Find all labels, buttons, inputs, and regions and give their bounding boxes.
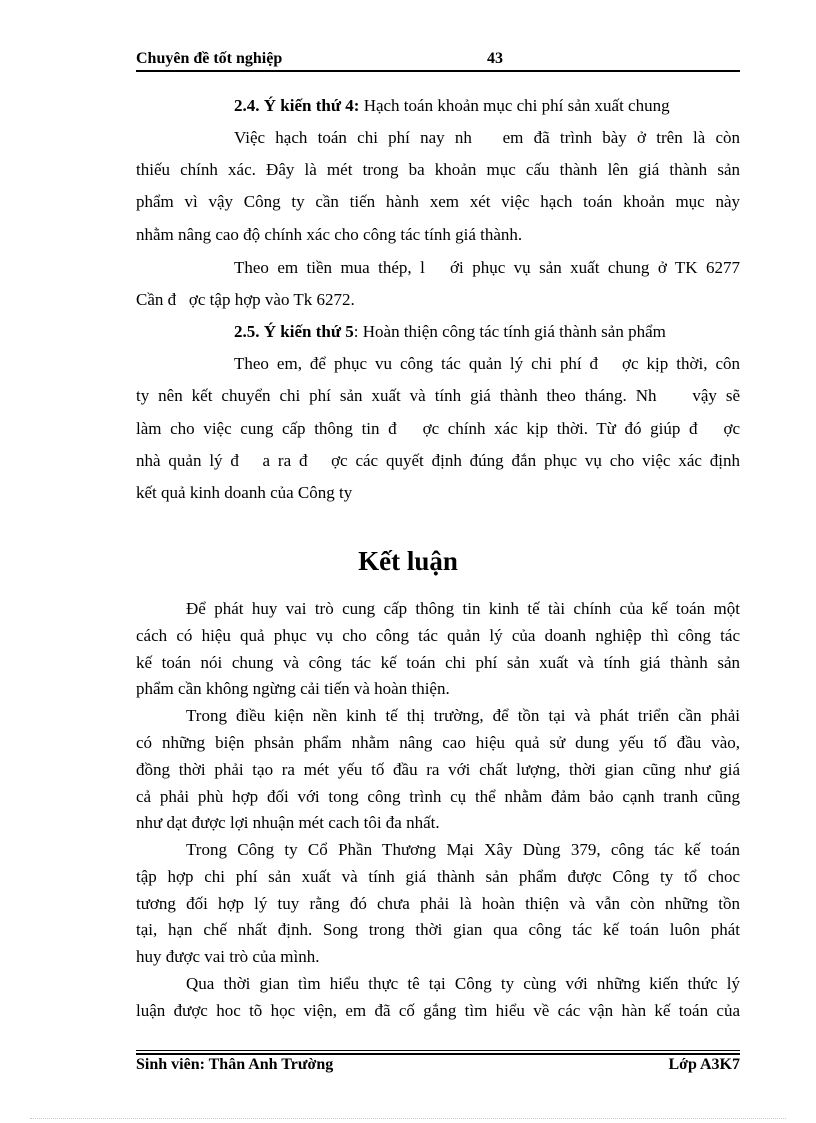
section-2-4-label: 2.4. Ý kiến thứ 4: xyxy=(234,96,360,115)
paragraph-line: nhà quản lý đ a ra đ ợc các quyết định đúng đắn phục vụ cho việc xác định xyxy=(136,451,740,470)
student-name: Sinh viên: Thân Anh Trường xyxy=(136,1056,334,1073)
paragraph-line: cả phải phù hợp đối với tong công trình cụ thể nhằm đảm bảo cạnh tranh cũng xyxy=(136,787,740,806)
paragraph-line: kế toán nói chung và công tác kế toán chi phí sản xuất và tính giá thành sản xyxy=(136,653,740,672)
paragraph-line: phẩm cần không ngừng cải tiến và hoàn thiện. xyxy=(136,679,450,698)
section-2-4-title: Hạch toán khoản mục chi phí sản xuất chung xyxy=(359,96,670,115)
paragraph-line: Việc hạch toán chi phí nay nh em đã trình bày ở trên là còn xyxy=(234,128,740,147)
paragraph-line: ty nên kết chuyển chi phí sản xuất và tính giá thành theo tháng. Nh vậy sẽ xyxy=(136,386,740,405)
paragraph-line: Theo em tiền mua thép, l ới phục vụ sản xuất chung ở TK 6277 xyxy=(234,258,740,277)
paragraph-line: Theo em, để phục vu công tác quản lý chi phí đ ợc kịp thời, côn xyxy=(234,354,740,373)
section-2-5-heading xyxy=(234,321,666,343)
page-header xyxy=(136,50,740,70)
paragraph-line: thiếu chính xác. Đây là mét trong ba khoản mục cấu thành lên giá thành sản xyxy=(136,160,740,179)
document-title: Chuyên đề tốt nghiệp xyxy=(136,50,283,67)
footer-rule xyxy=(136,1050,740,1051)
paragraph-line: Để phát huy vai trò cung cấp thông tin kinh tế tài chính của kế toán một xyxy=(186,599,740,618)
page-boundary xyxy=(30,1118,786,1119)
section-2-4-heading xyxy=(234,95,670,117)
paragraph-line: đồng thời phải tạo ra mét yếu tố đầu ra với chất lượng, thời gian cũng như giá xyxy=(136,760,740,779)
paragraph-line: Trong Công ty Cổ Phần Thương Mại Xây Dùng 379, công tác kế toán xyxy=(186,840,740,859)
paragraph-line: như dạt được lợi nhuận mét cach tôi đa nhất. xyxy=(136,813,440,832)
paragraph-line: tại, hạn chế nhất định. Song trong thời gian qua công tác kế toán luôn phát xyxy=(136,920,740,939)
section-2-5-label: 2.5. Ý kiến thứ 5 xyxy=(234,322,354,341)
paragraph-line: kết quả kinh doanh của Công ty xyxy=(136,483,353,502)
page-number: 43 xyxy=(487,50,503,67)
page-footer xyxy=(136,1056,740,1078)
paragraph-line: tương đối hợp lý tuy rằng đó chưa phải là hoàn thiện và vẫn còn những tồn xyxy=(136,894,740,913)
section-2-5-title: : Hoàn thiện công tác tính giá thành sản phẩm xyxy=(353,322,666,341)
paragraph-line: luận được hoc tõ học viện, em đã cố gắng tìm hiểu về các vận hàn kế toán của xyxy=(136,1001,740,1020)
class-code: Lớp A3K7 xyxy=(668,1056,740,1073)
paragraph-line: phẩm vì vậy Công ty cần tiến hành xem xét việc hạch toán khoản mục này xyxy=(136,192,740,211)
paragraph-line: có những biện phsản phẩm nhằm nâng cao hiệu quả sử dung yếu tố đầu vào, xyxy=(136,733,740,752)
header-rule xyxy=(136,70,740,72)
conclusion-heading: Kết luận xyxy=(358,546,458,576)
paragraph-line: huy được vai trò của mình. xyxy=(136,947,320,966)
paragraph-line: nhằm nâng cao độ chính xác cho công tác tính giá thành. xyxy=(136,225,523,244)
paragraph-line: Cần đ ợc tập hợp vào Tk 6272. xyxy=(136,290,355,309)
paragraph-line: làm cho việc cung cấp thông tin đ ợc chính xác kịp thời. Từ đó giúp đ ợc xyxy=(136,419,740,438)
paragraph-line: Trong điều kiện nền kinh tế thị trường, để tồn tại và phát triển cần phải xyxy=(186,706,740,725)
paragraph-line: cách có hiệu quả phục vụ cho công tác quản lý của doanh nghiệp thì công tác xyxy=(136,626,740,645)
paragraph-line: Qua thời gian tìm hiểu thực tê tại Công ty cùng với những kiến thức lý xyxy=(186,974,740,993)
paragraph-line: tập hợp chi phí sản xuất và tính giá thành sản phẩm được Công ty tổ choc xyxy=(136,867,740,886)
footer-rule-thick xyxy=(136,1053,740,1055)
